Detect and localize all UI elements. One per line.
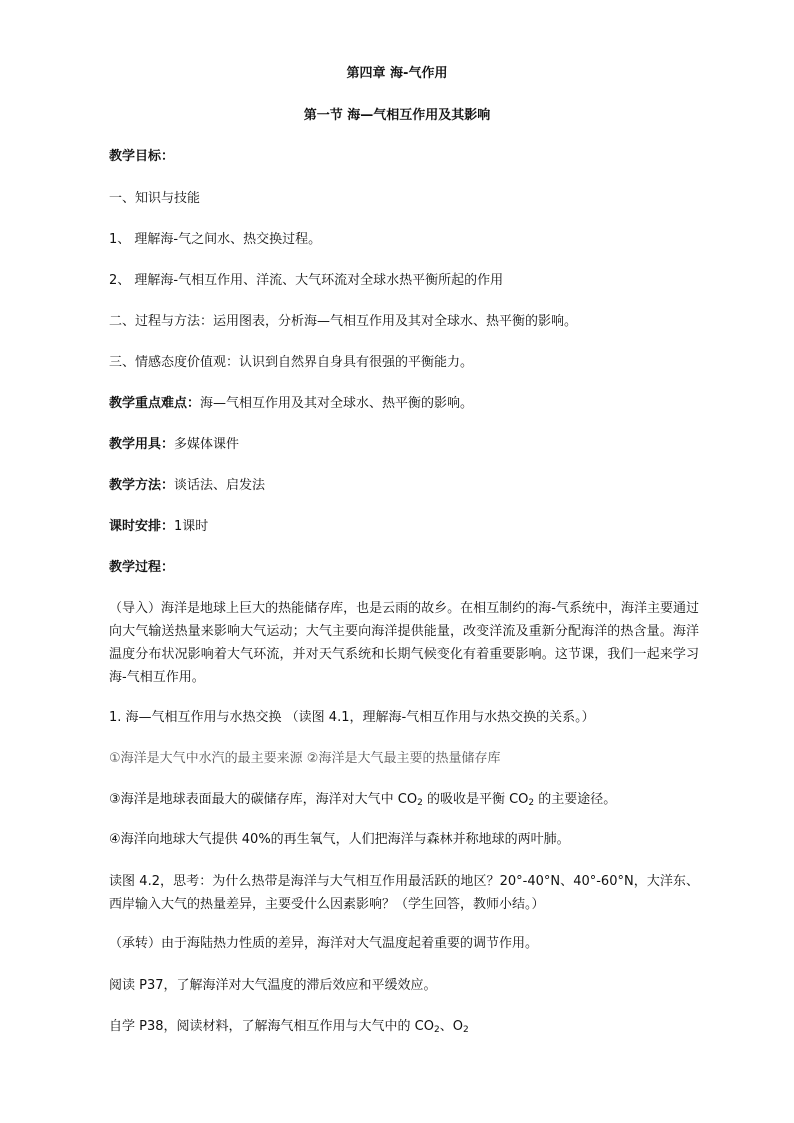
teaching-tools-label: 教学用具： (109, 437, 175, 452)
chapter-title: 第四章 海-气作用 (346, 66, 448, 81)
goal-knowledge: 一、知识与技能 (109, 191, 201, 206)
fact-3-text-b: 的吸收是平衡 CO (422, 792, 529, 807)
section-title: 第一节 海—气相互作用及其影响 (303, 108, 491, 123)
class-hours-label: 课时安排： (109, 519, 175, 534)
self-study-sub-1: 2 (433, 1025, 440, 1035)
fact-3-text-c: 的主要途径。 (534, 792, 617, 807)
intro-paragraph: （导入）海洋是地球上巨大的热能储存库，也是云雨的故乡。在相互制约的海-气系统中，海洋主要通过向大气输送热量来影响大气运动；大气主要向海洋提供能量，改变洋流及重新分配海洋的热含量。海洋温度分布状况影响着大气环流，并对天气系统和长期气候变化有着重要影响。这节课，我们一起来学习海-气相互作用。 (109, 601, 699, 685)
key-points-text: 海—气相互作用及其对全球水、热平衡的影响。 (200, 396, 474, 411)
fact-1-2: ①海洋是大气中水汽的最主要来源 ②海洋是大气最主要的热量储存库 (109, 751, 501, 766)
goal-knowledge-item-2: 2、 理解海-气相互作用、洋流、大气环流对全球水热平衡所起的作用 (109, 273, 504, 288)
self-study-text-a: 自学 P38，阅读材料，了解海气相互作用与大气中的 CO (109, 1019, 434, 1034)
teaching-tools (109, 435, 699, 455)
goals-heading: 教学目标： (109, 149, 175, 164)
class-hours (109, 517, 699, 537)
self-study (109, 1017, 699, 1037)
key-points-label: 教学重点难点： (109, 396, 201, 411)
fact-4: ④海洋向地球大气提供 40%的再生氧气，人们把海洋与森林并称地球的两叶肺。 (109, 832, 570, 847)
teaching-tools-text: 多媒体课件 (174, 437, 240, 452)
goal-knowledge-item-1: 1、 理解海-气之间水、热交换过程。 (109, 232, 322, 247)
read-p37: 阅读 P37，了解海洋对大气温度的滞后效应和平缓效应。 (109, 978, 437, 993)
goal-process: 二、过程与方法：运用图表，分析海—气相互作用及其对全球水、热平衡的影响。 (109, 314, 578, 329)
key-points (109, 394, 699, 414)
process-heading: 教学过程： (109, 560, 175, 575)
point-1: 1. 海—气相互作用与水热交换 （读图 4.1，理解海-气相互作用与水热交换的关系。） (109, 710, 595, 725)
teaching-method (109, 476, 699, 496)
fact-3-sub-2: 2 (528, 798, 535, 808)
class-hours-text: 1课时 (174, 519, 209, 534)
transition: （承转）由于海陆热力性质的差异，海洋对大气温度起着重要的调节作用。 (109, 936, 539, 951)
fact-3 (109, 790, 699, 810)
teaching-method-text: 谈话法、启发法 (174, 478, 266, 493)
self-study-sub-2: 2 (462, 1025, 469, 1035)
teaching-method-label: 教学方法： (109, 478, 175, 493)
fact-3-sub-1: 2 (417, 798, 423, 808)
think-paragraph: 读图 4.2，思考：为什么热带是海洋与大气相互作用最活跃的地区？20°-40°N、40°-60°N，大洋东、西岸输入大气的热量差异，主要受什么因素影响？（学生回答，教师小结。） (109, 874, 699, 912)
goal-attitude: 三、情感态度价值观：认识到自然界自身具有很强的平衡能力。 (109, 355, 474, 370)
self-study-text-b: 、O (439, 1019, 463, 1034)
fact-3-text-a: ③海洋是地球表面最大的碳储存库，海洋对大气中 CO (109, 792, 418, 807)
